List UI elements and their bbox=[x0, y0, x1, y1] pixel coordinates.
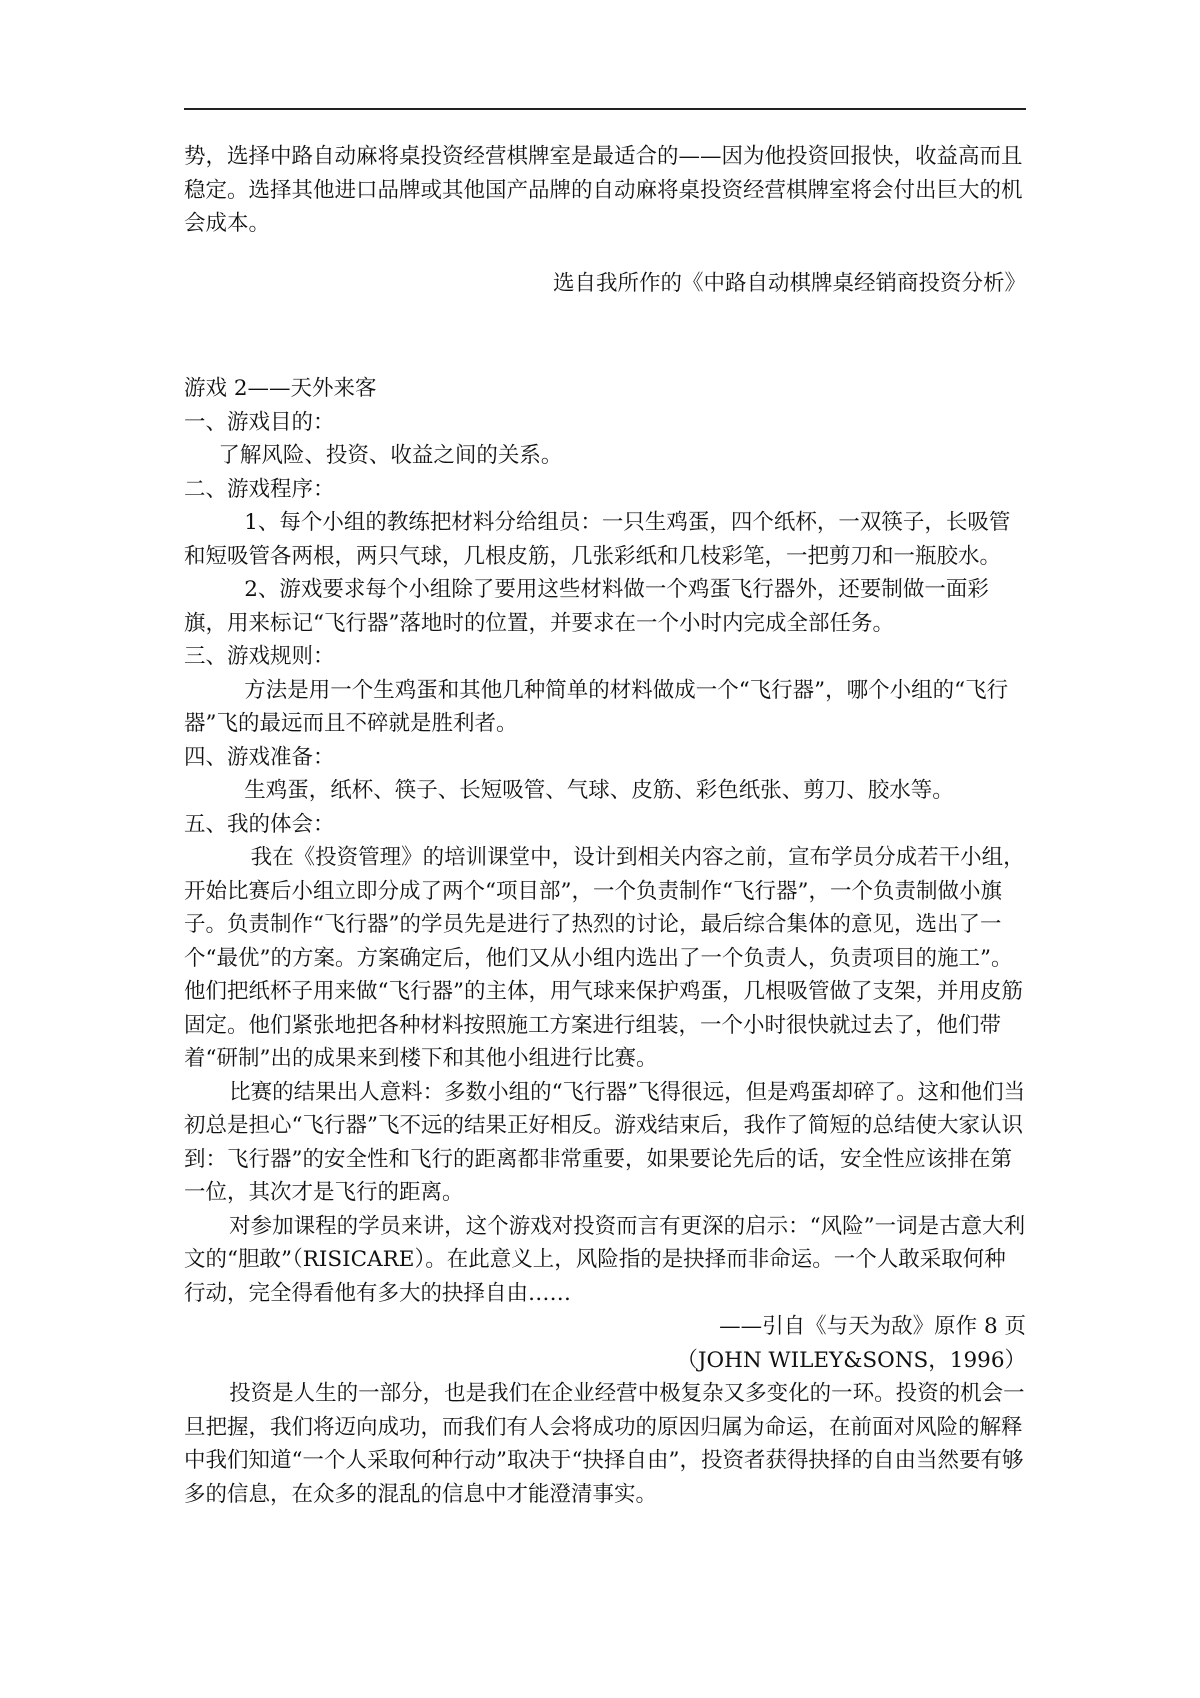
procedure-item-2: 2、游戏要求每个小组除了要用这些材料做一个鸡蛋飞行器外，还要制做一面彩旗，用来标记“飞行器”落地时的位置，并要求在一个小时内完成全部任务。 bbox=[184, 577, 989, 636]
citation-line-2: （JOHN WILEY&SONS，1996） bbox=[676, 1347, 1026, 1373]
game-title: 游戏 2——天外来客 bbox=[184, 376, 377, 401]
purpose-text: 了解风险、投资、收益之间的关系。 bbox=[218, 443, 563, 468]
source-note: 选自我所作的《中路自动棋牌桌经销商投资分析》 bbox=[552, 270, 1026, 296]
citation-line-1: ——引自《与天为敌》原作 8 页 bbox=[719, 1314, 1026, 1339]
experience-paragraph-1: 我在《投资管理》的培训课堂中，设计到相关内容之前，宣布学员分成若干小组，开始比赛后小组立即分成了两个“项目部”，一个负责制作“飞行器”，一个负责制做小旗子。负责制作“飞行器”的学员先是进行了热烈的讨论，最后综合集体的意见，选出了一个“最优”的方案。方案确定后，他们又从小组内选出了一个负责人，负责项目的施工”。他们把纸杯子用来做“飞行器”的主体，用气球来保护鸡蛋，几根吸管做了支架，并用皮筋固定。他们紧张地把各种材料按照施工方案进行组装，一个小时很快就过去了，他们带着“研制”出的成果来到楼下和其他小组进行比赛。 bbox=[184, 845, 1025, 1071]
top-paragraph: 势，选择中路自动麻将桌投资经营棋牌室是最适合的——因为他投资回报快，收益高而且稳定。选择其他进口品牌或其他国产品牌的自动麻将桌投资经营棋牌室将会付出巨大的机会成本。 bbox=[184, 144, 1023, 236]
procedure-item-1: 1、每个小组的教练把材料分给组员：一只生鸡蛋，四个纸杯，一双筷子，长吸管和短吸管各两根，两只气球，几根皮筋，几张彩纸和几枝彩笔，一把剪刀和一瓶胶水。 bbox=[184, 510, 1011, 569]
rules-heading: 三、游戏规则： bbox=[184, 644, 335, 669]
procedure-heading: 二、游戏程序： bbox=[184, 476, 335, 502]
experience-paragraph-4: 投资是人生的一部分，也是我们在企业经营中极复杂又多变化的一环。投资的机会一旦把握，我们将迈向成功，而我们有人会将成功的原因归属为命运，在前面对风险的解释中我们知道“一个人采取何种行动”取决于“抉择自由”，投资者获得抉择的自由当然要有够多的信息，在众多的混乱的信息中才能澄清事实。 bbox=[184, 1381, 1025, 1507]
purpose-heading: 一、游戏目的： bbox=[184, 409, 335, 435]
experience-heading: 五、我的体会： bbox=[184, 811, 335, 837]
prep-text: 生鸡蛋，纸杯、筷子、长短吸管、气球、皮筋、彩色纸张、剪刀、胶水等。 bbox=[244, 778, 954, 803]
experience-paragraph-2: 比赛的结果出人意料：多数小组的“飞行器”飞得很远，但是鸡蛋却碎了。这和他们当初总是担心“飞行器”飞不远的结果正好相反。游戏结束后，我作了简短的总结使大家认识到：飞行器”的安全性和飞行的距离都非常重要，如果要论先后的话，安全性应该排在第一位，其次才是飞行的距离。 bbox=[184, 1079, 1026, 1205]
prep-heading: 四、游戏准备： bbox=[184, 744, 335, 770]
rules-text: 方法是用一个生鸡蛋和其他几种简单的材料做成一个“飞行器”，哪个小组的“飞行器”飞的最远而且不碎就是胜利者。 bbox=[184, 677, 1009, 736]
experience-paragraph-3: 对参加课程的学员来讲，这个游戏对投资而言有更深的启示：“风险”一词是古意大利文的“胆敢”（RISICARE）。在此意义上，风险指的是抉择而非命运。一个人敢采取何种行动，完全得看他有多大的抉择自由…… bbox=[184, 1213, 1026, 1306]
header-rule bbox=[184, 108, 1026, 110]
document-body bbox=[184, 140, 1026, 1511]
